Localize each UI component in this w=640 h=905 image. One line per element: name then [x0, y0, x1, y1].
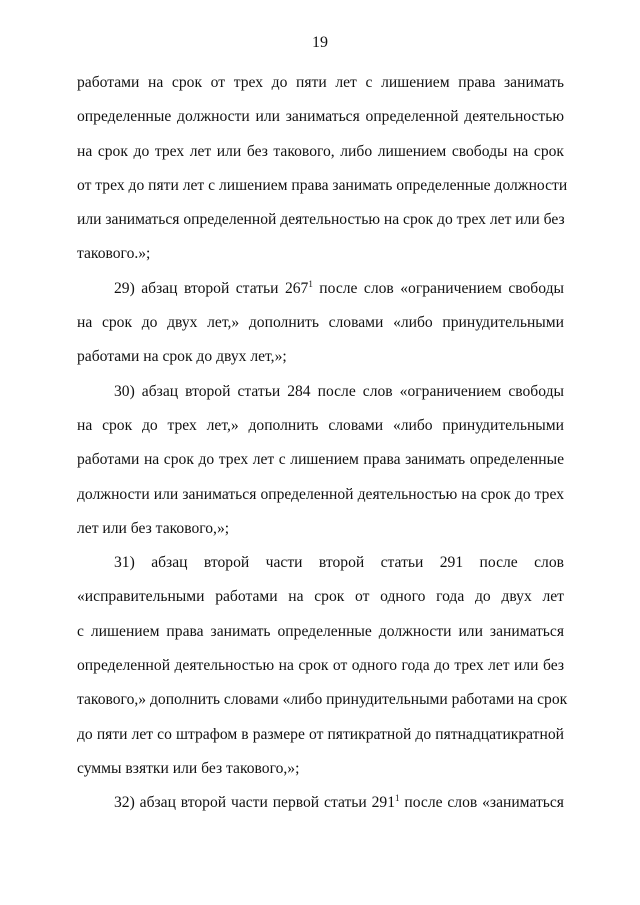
text-line: такового.»;	[77, 245, 151, 263]
text-line: работами на срок от трех до пяти лет с лишением права занимать	[77, 74, 564, 91]
text-line	[77, 786, 564, 820]
text-line: на срок до трех лет,» дополнить словами «либо принудительными	[77, 416, 564, 434]
text-line: до пяти лет со штрафом в размере от пятикратной до пятнадцатикратной	[77, 725, 564, 743]
document-body	[77, 66, 568, 821]
text-line: работами на срок до трех лет с лишением права занимать определенные	[77, 451, 564, 469]
text-line: суммы взятки или без такового,»;	[77, 759, 300, 777]
text-line	[77, 272, 564, 306]
text-line: или заниматься определенной деятельностью на срок до трех лет или без	[77, 211, 565, 229]
text-run: 29) абзац второй статьи 267	[114, 279, 309, 297]
text-line: 30) абзац второй статьи 284 после слов «ограничением свободы	[114, 382, 564, 400]
text-line: «исправительными работами на срок от одного года до двух лет	[77, 588, 564, 606]
text-line: на срок до трех лет или без такового, либо лишением свободы на срок	[77, 142, 564, 160]
text-line: должности или заниматься определенной деятельностью на срок до трех	[77, 485, 564, 503]
text-run: после слов «заниматься	[399, 794, 564, 812]
paragraph-30	[77, 375, 564, 546]
text-line: определенные должности или заниматься определенной деятельностью	[77, 108, 564, 126]
paragraph-continuation	[77, 66, 568, 272]
paragraph-31	[77, 546, 568, 786]
text-line: на срок до двух лет,» дополнить словами «либо принудительными	[77, 314, 564, 332]
text-line: с лишением права занимать определенные должности или заниматься	[77, 622, 564, 640]
text-run: 32) абзац второй части первой статьи 291	[114, 794, 395, 812]
paragraph-32	[77, 786, 564, 820]
text-line: такового,» дополнить словами «либо принудительными работами на срок	[77, 691, 568, 709]
superscript: 1	[308, 278, 313, 289]
text-line: от трех до пяти лет с лишением права занимать определенные должности	[77, 176, 568, 194]
paragraph-29	[77, 272, 564, 375]
text-line: 31) абзац второй части второй статьи 291 после слов	[114, 554, 564, 572]
superscript: 1	[395, 793, 400, 804]
text-line: лет или без такового,»;	[77, 519, 230, 537]
text-line: определенной деятельностью на срок от одного года до трех лет или без	[77, 657, 564, 675]
text-run: после слов «ограничением свободы	[312, 279, 565, 297]
text-line: работами на срок до двух лет,»;	[77, 348, 287, 366]
page-number: 19	[312, 34, 328, 51]
